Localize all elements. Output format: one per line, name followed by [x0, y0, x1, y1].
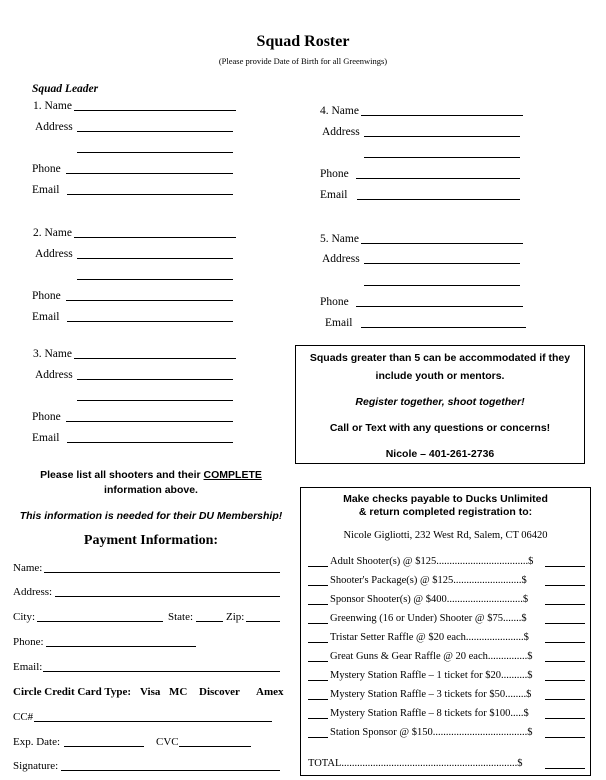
member-5-name-label: 5. Name [320, 233, 359, 245]
member-2-name-label: 2. Name [33, 227, 72, 239]
instructions-complete: COMPLETE [203, 469, 262, 481]
member-2-name-field[interactable] [74, 237, 236, 238]
mailing-address: Nicole Gigliotti, 232 West Rd, Salem, CT 06420 [343, 530, 548, 541]
card-type-label: Circle Credit Card Type: [13, 686, 132, 698]
member-1-phone-label: Phone [32, 163, 61, 175]
total-label: TOTAL...................................................................$ [308, 758, 523, 769]
fee-item-label: Mystery Station Raffle – 3 tickets for $50........$ [330, 689, 532, 700]
member-2-phone-field[interactable] [66, 300, 233, 301]
membership-note: This information is needed for their DU Membership! [19, 510, 283, 522]
member-5-email-field[interactable] [361, 327, 526, 328]
payment-zip-field[interactable] [246, 621, 280, 622]
member-3-address-label: Address [35, 369, 73, 381]
member-1-email-label: Email [32, 184, 60, 196]
member-3-email-label: Email [32, 432, 60, 444]
cvc-field[interactable] [179, 746, 251, 747]
fee-amount-field[interactable] [545, 585, 585, 586]
payment-state-field[interactable] [196, 621, 223, 622]
notice-contact: Nicole – 401-261-2736 [385, 448, 495, 460]
fee-item-label: Greenwing (16 or Under) Shooter @ $75.......$ [330, 613, 527, 624]
fee-qty-field[interactable] [308, 718, 328, 719]
member-3-name-label: 3. Name [33, 348, 72, 360]
member-3-phone-label: Phone [32, 411, 61, 423]
payment-zip-label: Zip: [226, 611, 245, 623]
member-2-email-label: Email [32, 311, 60, 323]
member-2-address-field-2[interactable] [77, 279, 233, 280]
member-3-address-field[interactable] [77, 379, 233, 380]
payment-name-field[interactable] [44, 572, 280, 573]
member-1-phone-field[interactable] [66, 173, 233, 174]
fee-qty-field[interactable] [308, 623, 328, 624]
instructions-line-1 [0, 469, 302, 481]
payment-address-label: Address: [13, 586, 53, 598]
fee-amount-field[interactable] [545, 737, 585, 738]
member-3-address-field-2[interactable] [77, 400, 233, 401]
total-field[interactable] [545, 768, 585, 769]
fee-amount-field[interactable] [545, 661, 585, 662]
fee-item-label: Station Sponsor @ $150....................................$ [330, 727, 533, 738]
member-4-address-field[interactable] [364, 136, 520, 137]
exp-date-field[interactable] [64, 746, 144, 747]
member-4-name-label: 4. Name [320, 105, 359, 117]
instructions-line-2: information above. [104, 484, 198, 496]
fee-amount-field[interactable] [545, 642, 585, 643]
cc-number-field[interactable] [34, 721, 272, 722]
fee-item-label: Mystery Station Raffle – 1 ticket for $20..........$ [330, 670, 533, 681]
member-2-email-field[interactable] [67, 321, 233, 322]
payment-city-label: City: [13, 611, 36, 623]
page-subtitle: (Please provide Date of Birth for all Greenwings) [218, 56, 388, 66]
exp-date-label: Exp. Date: [13, 736, 61, 748]
member-3-phone-field[interactable] [66, 421, 233, 422]
card-type-mc[interactable]: MC [169, 686, 188, 698]
member-1-address-field[interactable] [77, 131, 233, 132]
fee-amount-field[interactable] [545, 680, 585, 681]
member-1-name-label: 1. Name [33, 100, 72, 112]
payment-state-label: State: [168, 611, 194, 623]
member-2-address-field[interactable] [77, 258, 233, 259]
fee-qty-field[interactable] [308, 566, 328, 567]
member-2-phone-label: Phone [32, 290, 61, 302]
checks-line-1: Make checks payable to Ducks Unlimited [343, 493, 548, 505]
fee-qty-field[interactable] [308, 642, 328, 643]
payment-heading: Payment Information: [83, 533, 219, 548]
fee-item-label: Great Guns & Gear Raffle @ 20 each...............$ [330, 651, 533, 662]
fee-qty-field[interactable] [308, 585, 328, 586]
page-title: Squad Roster [256, 33, 350, 50]
fee-item-label: Mystery Station Raffle – 8 tickets for $100.....$ [330, 708, 529, 719]
fee-item-label: Shooter's Package(s) @ $125..........................$ [330, 575, 527, 586]
member-4-phone-label: Phone [320, 168, 349, 180]
fee-item-label: Adult Shooter(s) @ $125...................................$ [330, 556, 534, 567]
payment-email-field[interactable] [43, 671, 280, 672]
fee-item-label: Tristar Setter Raffle @ $20 each......................$ [330, 632, 529, 643]
fee-qty-field[interactable] [308, 680, 328, 681]
member-2-address-label: Address [35, 248, 73, 260]
fee-qty-field[interactable] [308, 604, 328, 605]
payment-email-label: Email: [13, 661, 43, 673]
notice-line-1: Squads greater than 5 can be accommodated if they [309, 352, 571, 364]
member-5-address-field-2[interactable] [364, 285, 520, 286]
card-type-visa[interactable]: Visa [140, 686, 161, 698]
notice-contact-prompt: Call or Text with any questions or concerns! [329, 422, 551, 434]
payment-address-field[interactable] [55, 596, 280, 597]
checks-line-2: & return completed registration to: [358, 506, 533, 518]
fee-qty-field[interactable] [308, 661, 328, 662]
member-4-name-field[interactable] [361, 115, 523, 116]
payment-name-label: Name: [13, 562, 43, 574]
squad-leader-label: Squad Leader [32, 83, 99, 95]
member-1-email-field[interactable] [67, 194, 233, 195]
fee-amount-field[interactable] [545, 566, 585, 567]
notice-box [295, 345, 585, 464]
fee-item-label: Sponsor Shooter(s) @ $400.............................$ [330, 594, 529, 605]
instructions-line-1-text: Please list all shooters and their [40, 469, 204, 481]
signature-label: Signature: [13, 760, 59, 772]
member-4-address-field-2[interactable] [364, 157, 520, 158]
member-5-phone-label: Phone [320, 296, 349, 308]
cc-number-label: CC# [13, 711, 34, 723]
payment-city-field[interactable] [37, 621, 163, 622]
payment-phone-field[interactable] [46, 646, 196, 647]
member-5-address-field[interactable] [364, 263, 520, 264]
fee-amount-field[interactable] [545, 718, 585, 719]
fee-amount-field[interactable] [545, 623, 585, 624]
signature-field[interactable] [61, 770, 280, 771]
member-4-email-field[interactable] [357, 199, 520, 200]
fee-amount-field[interactable] [545, 699, 585, 700]
notice-line-2: include youth or mentors. [375, 370, 505, 382]
fee-qty-field[interactable] [308, 737, 328, 738]
fee-qty-field[interactable] [308, 699, 328, 700]
payment-phone-label: Phone: [13, 636, 44, 648]
member-3-name-field[interactable] [74, 358, 236, 359]
card-type-amex[interactable]: Amex [256, 686, 284, 698]
member-1-name-field[interactable] [74, 110, 236, 111]
member-1-address-field-2[interactable] [77, 152, 233, 153]
member-5-address-label: Address [322, 253, 360, 265]
member-4-address-label: Address [322, 126, 360, 138]
member-5-email-label: Email [325, 317, 353, 329]
member-4-phone-field[interactable] [356, 178, 520, 179]
member-5-phone-field[interactable] [356, 306, 523, 307]
member-5-name-field[interactable] [361, 243, 523, 244]
member-1-address-label: Address [35, 121, 73, 133]
member-3-email-field[interactable] [67, 442, 233, 443]
notice-slogan: Register together, shoot together! [355, 396, 525, 408]
member-4-email-label: Email [320, 189, 348, 201]
card-type-discover[interactable]: Discover [199, 686, 240, 698]
cvc-label: CVC [156, 736, 179, 748]
fee-amount-field[interactable] [545, 604, 585, 605]
